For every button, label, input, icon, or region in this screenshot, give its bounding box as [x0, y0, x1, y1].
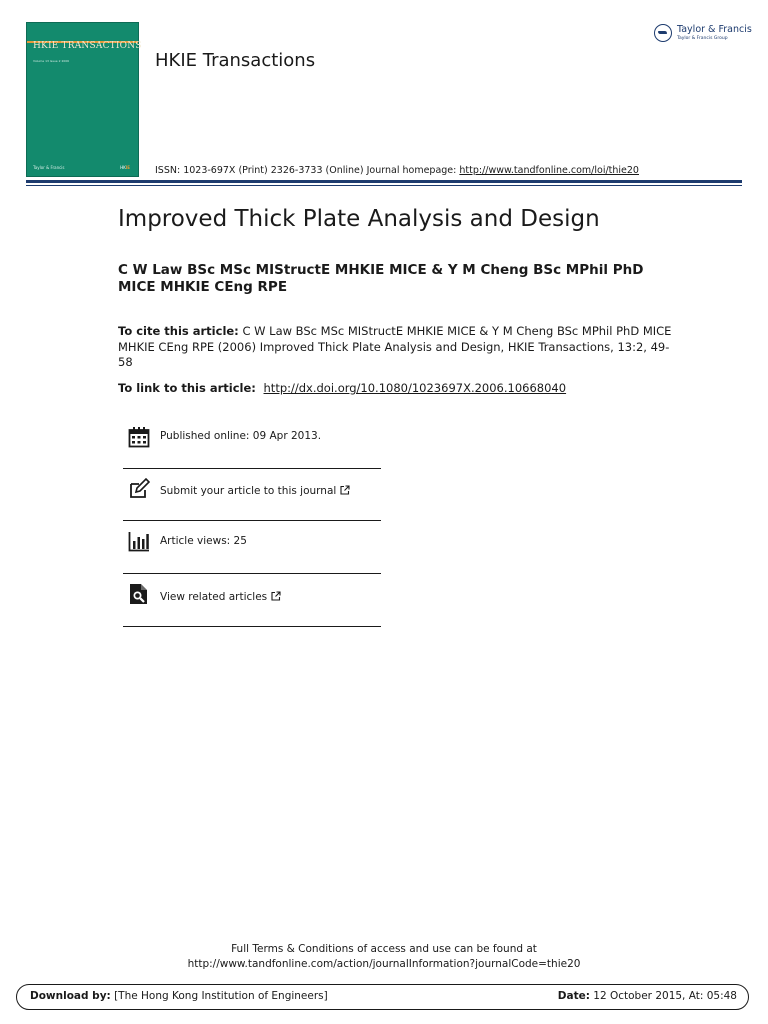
- citation-block: [118, 324, 678, 371]
- header-divider: [26, 180, 742, 183]
- published-online-row: [123, 417, 381, 469]
- related-articles-link[interactable]: View related articles: [160, 591, 281, 603]
- edit-icon: [128, 478, 150, 500]
- cover-publisher: Taylor & Francis: [33, 165, 65, 170]
- download-by-value: [The Hong Kong Institution of Engineers]: [114, 990, 328, 1002]
- header-divider-thin: [26, 185, 742, 186]
- row-divider: [123, 573, 381, 574]
- terms-notice: [0, 942, 768, 972]
- publisher-group: Taylor & Francis Group: [677, 36, 728, 41]
- terms-line: Full Terms & Conditions of access and use can be found at: [231, 943, 537, 955]
- submit-article-row[interactable]: [123, 469, 381, 521]
- article-title: Improved Thick Plate Analysis and Design: [118, 206, 600, 232]
- issn-text: ISSN: 1023-697X (Print) 2326-3733 (Online) Journal homepage:: [155, 165, 460, 176]
- publisher-name: Taylor & Francis: [677, 24, 752, 35]
- published-online-text: Published online: 09 Apr 2013.: [160, 430, 322, 442]
- publisher-logo-icon: [654, 24, 672, 42]
- issn-line: [155, 165, 639, 176]
- cover-title: HKIE TRANSACTIONS: [33, 41, 142, 51]
- calendar-icon: [128, 426, 150, 448]
- publisher-logo[interactable]: [654, 22, 752, 46]
- journal-cover-image: [26, 22, 142, 177]
- bar-chart-icon: [128, 530, 150, 552]
- cover-subtitle: Volume 13 Issue 2 2006: [33, 59, 70, 63]
- search-document-icon: [128, 583, 150, 605]
- external-link-icon: [271, 591, 281, 601]
- terms-url[interactable]: http://www.tandfonline.com/action/journalInformation?journalCode=thie20: [187, 958, 581, 970]
- submit-article-link[interactable]: Submit your article to this journal: [160, 485, 350, 497]
- row-divider: [123, 626, 381, 627]
- journal-title: HKIE Transactions: [155, 50, 316, 71]
- download-by: [30, 990, 328, 1002]
- download-by-label: Download by:: [30, 990, 111, 1002]
- download-footer: [16, 984, 749, 1010]
- article-doi-link[interactable]: http://dx.doi.org/10.1080/1023697X.2006.10668040: [263, 381, 567, 395]
- row-divider: [123, 520, 381, 521]
- related-articles-row[interactable]: [123, 575, 381, 627]
- download-date-value: 12 October 2015, At: 05:48: [593, 990, 737, 1002]
- citation-text: C W Law BSc MSc MIStructE MHKIE MICE & Y M Cheng BSc MPhil PhD MICE MHKIE CEng RPE (2006) Improved Thick Plate Analysis and Design, HKIE Transactions, 13:2, 49-58: [118, 324, 672, 369]
- citation-label: To cite this article:: [118, 324, 239, 338]
- external-link-icon: [340, 485, 350, 495]
- article-link-label: To link to this article:: [118, 381, 256, 395]
- download-date: [558, 990, 737, 1002]
- article-authors: C W Law BSc MSc MIStructE MHKIE MICE & Y M Cheng BSc MPhil PhD MICE MHKIE CEng RPE: [118, 262, 644, 295]
- article-views-text: Article views: 25: [160, 535, 247, 547]
- article-views-row: [123, 522, 381, 574]
- cover-hkie-logo: HKIE: [120, 165, 130, 170]
- download-date-label: Date:: [557, 990, 590, 1002]
- article-link-line: [118, 381, 566, 395]
- journal-homepage-link[interactable]: http://www.tandfonline.com/loi/thie20: [459, 165, 639, 176]
